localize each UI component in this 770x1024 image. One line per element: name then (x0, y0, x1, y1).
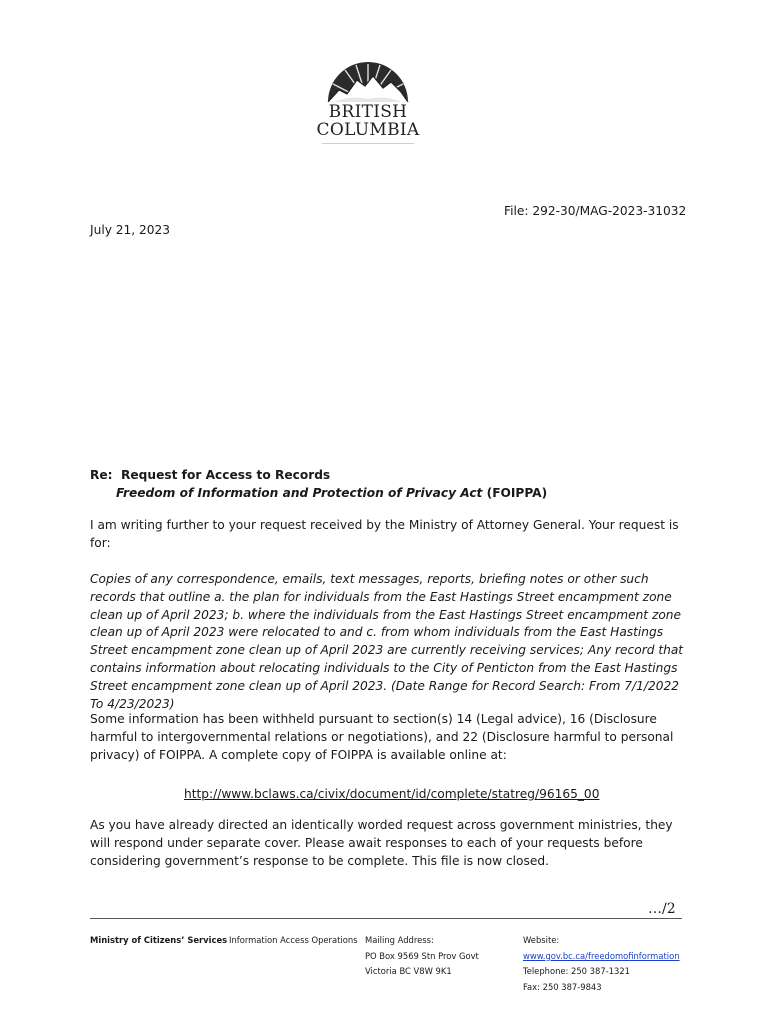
footer-ministry: Ministry of Citizens’ Services (90, 935, 228, 945)
website-label: Website: (523, 935, 560, 945)
file-reference: File: 292-30/MAG-2023-31032 (504, 204, 687, 218)
intro-paragraph: I am writing further to your request received by the Ministry of Attorney General. Your request is for: (90, 518, 679, 550)
request-text-paragraph: Copies of any correspondence, emails, text messages, reports, briefing notes or other such records that outline a. the plan for individuals from the East Hastings Street encampment zone clean up of April 2023; b. where the individuals from the East Hastings Street encampment zone clean up of April 2023 were relocated to and c. from whom individuals from the East Hastings Street encampment zone clean up of April 2023 are currently receiving services; Any record that contains information about relocating individuals to the City of Penticton from the East Hastings Street encampment zone clean up of April 2023. (Date Range for Record Search: From 7/1/2022 To 4/23/2023) (90, 572, 684, 711)
act-name: Freedom of Information and Protection of Privacy Act (116, 486, 483, 500)
page-continuation-marker: …/2 (648, 901, 676, 917)
mailing-line-2: Victoria BC V8W 9K1 (365, 966, 452, 976)
footer-operations: Information Access Operations (229, 935, 358, 945)
logo-divider (322, 143, 414, 144)
logo-text-british: BRITISH (328, 102, 408, 122)
website-link[interactable]: www.gov.bc.ca/freedomofinformation (523, 950, 680, 961)
withheld-paragraph: Some information has been withheld pursuant to section(s) 14 (Legal advice), 16 (Disclosure harmful to intergovernmental relations or negotiations), and 22 (Disclosure harmful to personal privacy) of FOIPPA. A complete copy of FOIPPA is available online at: (90, 712, 674, 762)
footer-mailing-address (365, 933, 479, 980)
closing-paragraph: As you have already directed an identically worded request across government ministries, they will respond under separate cover. Please await responses to each of your requests before considering government’s response to be complete. This file is now closed. (90, 818, 673, 868)
re-prefix: Re: (90, 468, 113, 482)
subject-line (90, 467, 330, 485)
footer-divider (90, 918, 682, 919)
bc-government-logo (312, 40, 424, 150)
act-abbreviation: (FOIPPA) (486, 486, 548, 500)
foippa-link[interactable]: http://www.bclaws.ca/civix/document/id/complete/statreg/96165_00 (184, 787, 600, 801)
sun-mountains-icon (325, 46, 411, 102)
subject-text: Request for Access to Records (121, 468, 331, 482)
telephone: Telephone: 250 387-1321 (523, 966, 630, 976)
footer-contact (523, 933, 680, 995)
logo-text-columbia: COLUMBIA (316, 120, 420, 140)
mailing-label: Mailing Address: (365, 935, 434, 945)
act-line (116, 485, 547, 503)
fax: Fax: 250 387-9843 (523, 981, 602, 992)
mailing-line-1: PO Box 9569 Stn Prov Govt (365, 950, 479, 961)
letter-date: July 21, 2023 (90, 223, 171, 237)
